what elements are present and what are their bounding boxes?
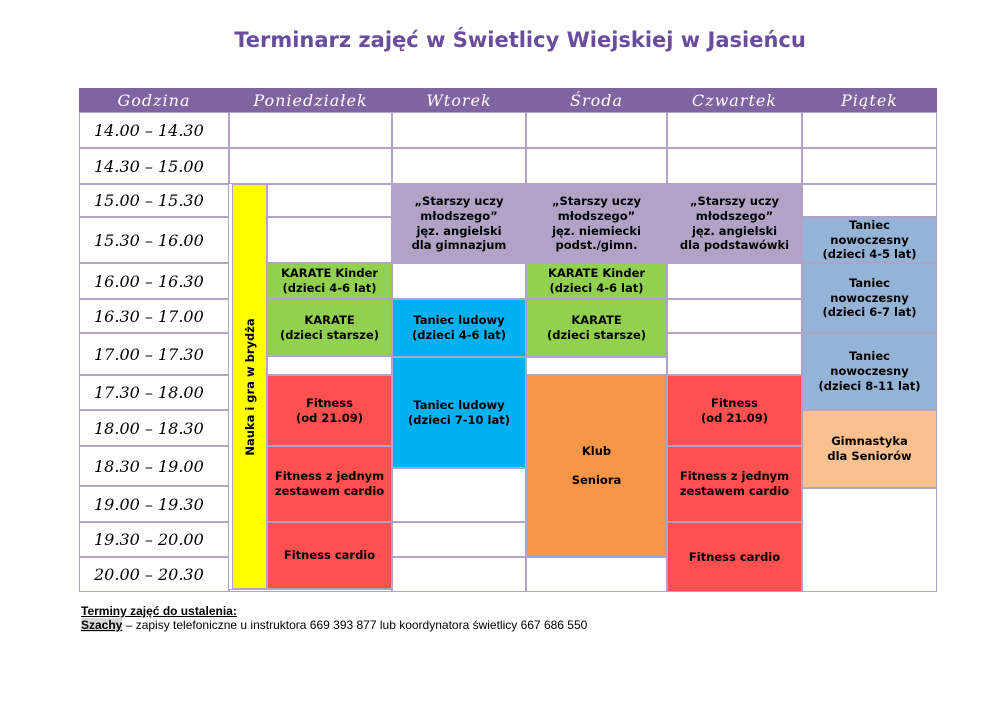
activity-karate-kinder-wed: KARATE Kinder (dzieci 4-6 lat) — [526, 263, 667, 299]
activity-karate-wed: KARATE (dzieci starsze) — [526, 299, 667, 357]
empty-cell — [229, 112, 392, 148]
time-slot: 15.30 – 16.00 — [79, 217, 229, 263]
activity-karate-kinder-mon: KARATE Kinder (dzieci 4-6 lat) — [267, 263, 392, 299]
activity-dance-8-11: Taniec nowoczesny (dzieci 8-11 lat) — [802, 333, 937, 410]
notes-heading: Terminy zajęć do ustalenia: — [81, 604, 237, 618]
activity-folk-dance-4-6: Taniec ludowy (dzieci 4-6 lat) — [392, 299, 526, 357]
time-slot: 14.30 – 15.00 — [79, 148, 229, 184]
empty-cell — [667, 112, 802, 148]
empty-cell — [392, 468, 526, 522]
empty-cell — [392, 557, 526, 592]
empty-cell — [667, 263, 802, 299]
activity-fitness-thu: Fitness (od 21.09) — [667, 375, 802, 446]
empty-cell — [667, 299, 802, 333]
empty-cell — [667, 148, 802, 184]
time-slot: 19.00 – 19.30 — [79, 486, 229, 522]
empty-cell — [526, 557, 667, 592]
activity-dance-6-7: Taniec nowoczesny (dzieci 6-7 lat) — [802, 263, 937, 333]
empty-cell — [392, 112, 526, 148]
empty-cell — [526, 357, 667, 375]
empty-cell — [802, 112, 937, 148]
time-slot: 18.00 – 18.30 — [79, 410, 229, 446]
activity-fitness-cardio-mon: Fitness cardio — [267, 522, 392, 589]
activity-folk-dance-7-10: Taniec ludowy (dzieci 7-10 lat) — [392, 357, 526, 468]
page-title: Terminarz zajęć w Świetlicy Wiejskiej w Jasieńcu — [234, 28, 806, 52]
header-sroda: Środa — [526, 88, 667, 112]
activity-gimnastyka: Gimnastyka dla Seniorów — [802, 410, 937, 488]
empty-cell — [667, 333, 802, 375]
empty-cell — [229, 148, 392, 184]
chess-text: – zapisy telefoniczne u instruktora 669 393 877 lub koordynatora świetlicy 667 686 550 — [122, 618, 588, 632]
activity-fitness-cardio-set-mon: Fitness z jednym zestawem cardio — [267, 446, 392, 522]
time-slot: 17.00 – 17.30 — [79, 333, 229, 375]
empty-cell — [526, 148, 667, 184]
empty-cell — [802, 148, 937, 184]
empty-cell — [229, 589, 392, 592]
activity-english-thu: „Starszy uczy młodszego” jęz. angielski dla podstawówki — [667, 184, 802, 263]
time-slot: 20.00 – 20.30 — [79, 557, 229, 592]
empty-cell — [802, 184, 937, 217]
empty-cell — [392, 263, 526, 299]
time-slot: 18.30 – 19.00 — [79, 446, 229, 486]
activity-german-wed: „Starszy uczy młodszego” jęz. niemiecki podst./gimn. — [526, 184, 667, 263]
activity-klub-seniora: Klub Seniora — [526, 375, 667, 557]
time-slot: 15.00 – 15.30 — [79, 184, 229, 217]
activity-karate-mon: KARATE (dzieci starsze) — [267, 299, 392, 357]
activity-brydz: Nauka i gra w brydża — [232, 184, 267, 589]
time-slot: 16.30 – 17.00 — [79, 299, 229, 333]
empty-cell — [392, 148, 526, 184]
activity-english-tue: „Starszy uczy młodszego” jęz. angielski dla gimnazjum — [392, 184, 526, 263]
empty-cell — [526, 112, 667, 148]
header-godzina: Godzina — [79, 88, 229, 112]
header-poniedzialek: Poniedziałek — [229, 88, 392, 112]
empty-cell — [392, 522, 526, 557]
activity-fitness-cardio-thu: Fitness cardio — [667, 522, 802, 592]
activity-fitness-cardio-set-thu: Fitness z jednym zestawem cardio — [667, 446, 802, 522]
notes — [81, 604, 587, 632]
notes-chess — [81, 618, 587, 632]
empty-cell — [802, 488, 937, 592]
time-slot: 14.00 – 14.30 — [79, 112, 229, 148]
chess-label: Szachy — [81, 618, 123, 632]
header-czwartek: Czwartek — [667, 88, 802, 112]
time-slot: 16.00 – 16.30 — [79, 263, 229, 299]
header-piatek: Piątek — [802, 88, 937, 112]
header-wtorek: Wtorek — [392, 88, 526, 112]
empty-cell — [267, 217, 392, 263]
time-slot: 19.30 – 20.00 — [79, 522, 229, 557]
empty-cell — [267, 184, 392, 217]
activity-fitness-mon: Fitness (od 21.09) — [267, 375, 392, 446]
activity-dance-4-5: Taniec nowoczesny (dzieci 4-5 lat) — [802, 217, 937, 263]
time-slot: 17.30 – 18.00 — [79, 375, 229, 410]
